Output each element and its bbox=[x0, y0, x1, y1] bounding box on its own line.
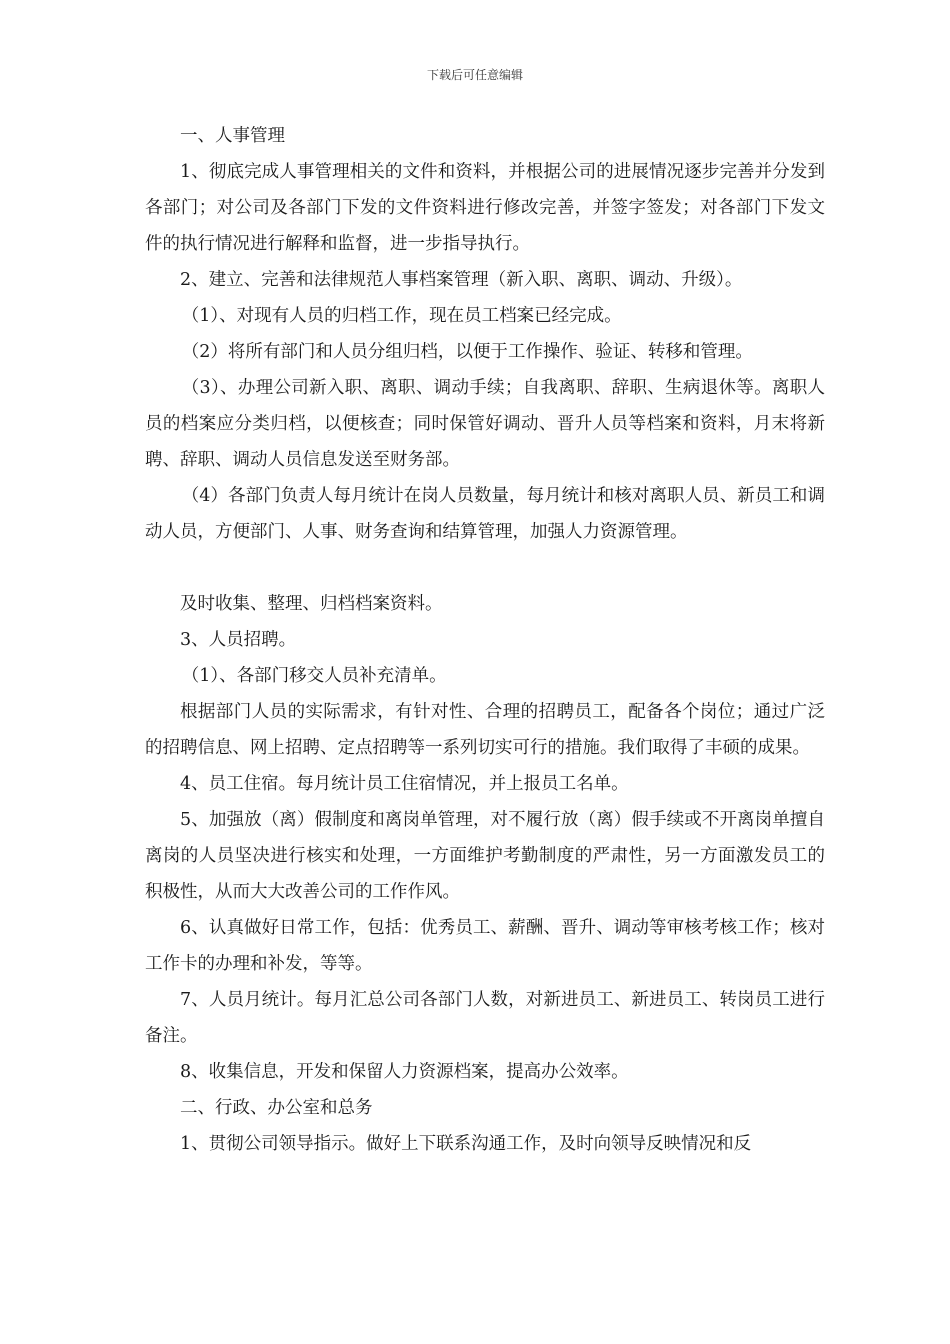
page-header: 下载后可任意编辑 bbox=[426, 68, 523, 82]
paragraph: 3、人员招聘。 bbox=[180, 630, 297, 650]
paragraph: 5、加强放（离）假制度和离岗单管理，对不履行放（离）假手续或不开离岗单擅自离岗的人员坚决进行核实和处理，一方面维护考勤制度的严肃性，另一方面激发员工的积极性，从而大大改善公司的工作作风。 bbox=[145, 810, 825, 902]
document-body bbox=[145, 118, 825, 1162]
paragraph: 6、认真做好日常工作，包括：优秀员工、薪酬、晋升、调动等审核考核工作；核对工作卡的办理和补发，等等。 bbox=[145, 918, 825, 974]
blank-line bbox=[145, 550, 825, 586]
paragraph: 8、收集信息，开发和保留人力资源档案，提高办公效率。 bbox=[180, 1062, 629, 1082]
paragraph: （2）将所有部门和人员分组归档，以便于工作操作、验证、转移和管理。 bbox=[181, 342, 753, 362]
paragraph: 及时收集、整理、归档档案资料。 bbox=[180, 594, 443, 614]
paragraph: （3）、办理公司新入职、离职、调动手续；自我离职、辞职、生病退休等。离职人员的档案应分类归档，以便核查；同时保管好调动、晋升人员等档案和资料，月末将新聘、辞职、调动人员信息发送至财务部。 bbox=[145, 378, 825, 470]
paragraph: 7、人员月统计。每月汇总公司各部门人数，对新进员工、新进员工、转岗员工进行备注。 bbox=[145, 990, 825, 1046]
paragraph: 4、员工住宿。每月统计员工住宿情况，并上报员工名单。 bbox=[180, 774, 629, 794]
paragraph: （1）、各部门移交人员补充清单。 bbox=[181, 666, 447, 686]
paragraph: 2、建立、完善和法律规范人事档案管理（新入职、离职、调动、升级）。 bbox=[180, 270, 743, 290]
section-heading: 一、人事管理 bbox=[180, 126, 285, 146]
paragraph: 1、贯彻公司领导指示。做好上下联系沟通工作，及时向领导反映情况和反 bbox=[180, 1134, 752, 1154]
paragraph: 根据部门人员的实际需求，有针对性、合理的招聘员工，配备各个岗位；通过广泛的招聘信息、网上招聘、定点招聘等一系列切实可行的措施。我们取得了丰硕的成果。 bbox=[145, 702, 825, 758]
section-heading: 二、行政、办公室和总务 bbox=[180, 1098, 373, 1118]
paragraph: 1、彻底完成人事管理相关的文件和资料，并根据公司的进展情况逐步完善并分发到各部门；对公司及各部门下发的文件资料进行修改完善，并签字签发；对各部门下发文件的执行情况进行解释和监督，进一步指导执行。 bbox=[145, 162, 825, 254]
paragraph: （1）、对现有人员的归档工作，现在员工档案已经完成。 bbox=[181, 306, 622, 326]
paragraph: （4）各部门负责人每月统计在岗人员数量，每月统计和核对离职人员、新员工和调动人员，方便部门、人事、财务查询和结算管理，加强人力资源管理。 bbox=[145, 486, 825, 542]
